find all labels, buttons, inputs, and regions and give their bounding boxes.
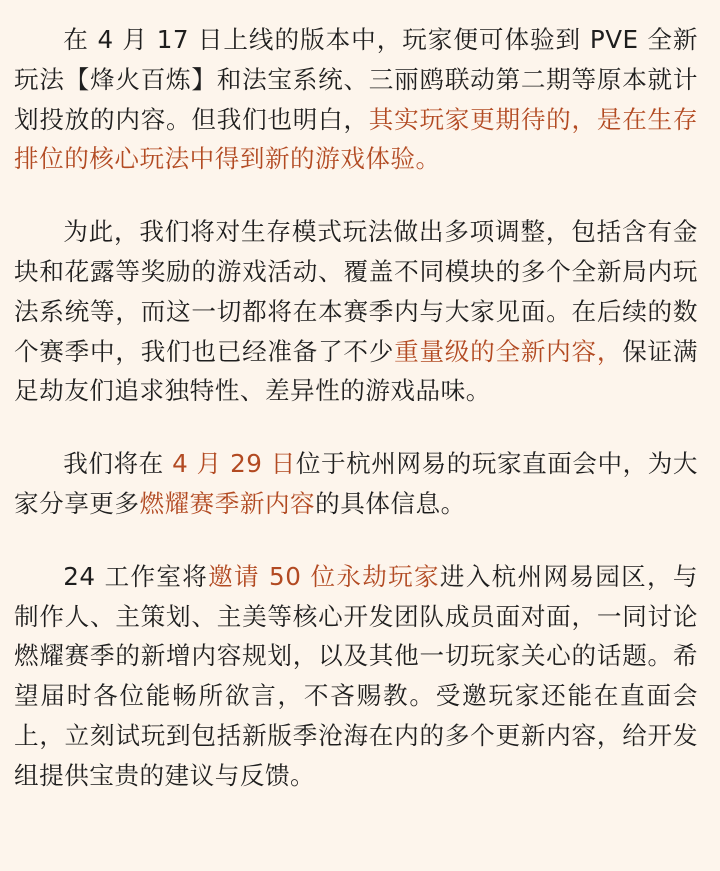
highlight-segment: 重量级的全新内容， (394, 336, 623, 366)
text-segment: 进入杭州网易园区，与制作人、主策划、主美等核心开发团队成员面对面，一同讨论燃耀赛季的新增内容规划，以及其他一切玩家关心的话题。希望届时各位能畅所欲言，不吝赐教。受邀玩家还能在直面会上，立刻试玩到包括新版季沧海在内的多个更新内容，给开发组提供宝贵的建议与反馈。 (14, 561, 698, 790)
text-segment: 保证满足劫友们追求独特性、差异性的游戏品味。 (14, 336, 698, 406)
paragraph-survival-mode-changes (14, 212, 698, 411)
highlight-segment: 其实玩家更期待的，是在生存排位的核心玩法中得到新的游戏体验。 (14, 104, 698, 174)
text-segment: 24 工作室将 (63, 561, 209, 591)
paragraph-player-meetup (14, 444, 698, 524)
paragraph-version-update (14, 20, 698, 179)
text-segment: 位于杭州网易的玩家直面会中，为大家分享更多 (14, 449, 698, 518)
highlight-segment: 邀请 50 位永劫玩家 (208, 561, 440, 591)
paragraph-studio-invitation (14, 557, 698, 796)
highlight-segment: 4 月 29 日 (172, 449, 296, 479)
text-segment: 的具体信息。 (315, 488, 466, 518)
highlight-segment: 燃耀赛季新内容 (139, 488, 316, 518)
text-segment: 我们将在 (63, 449, 173, 479)
text-segment: 为此，我们将对生存模式玩法做出多项调整，包括含有金块和花露等奖励的游戏活动、覆盖不同模块的多个全新局内玩法系统等，而这一切都将在本赛季内与大家见面。在后续的数个赛季中，我们也已经准备了不少 (14, 217, 698, 366)
text-segment: 在 4 月 17 日上线的版本中，玩家便可体验到 PVE 全新玩法【烽火百炼】和法宝系统、三丽鸥联动第二期等原本就计划投放的内容。但我们也明白， (14, 25, 698, 134)
